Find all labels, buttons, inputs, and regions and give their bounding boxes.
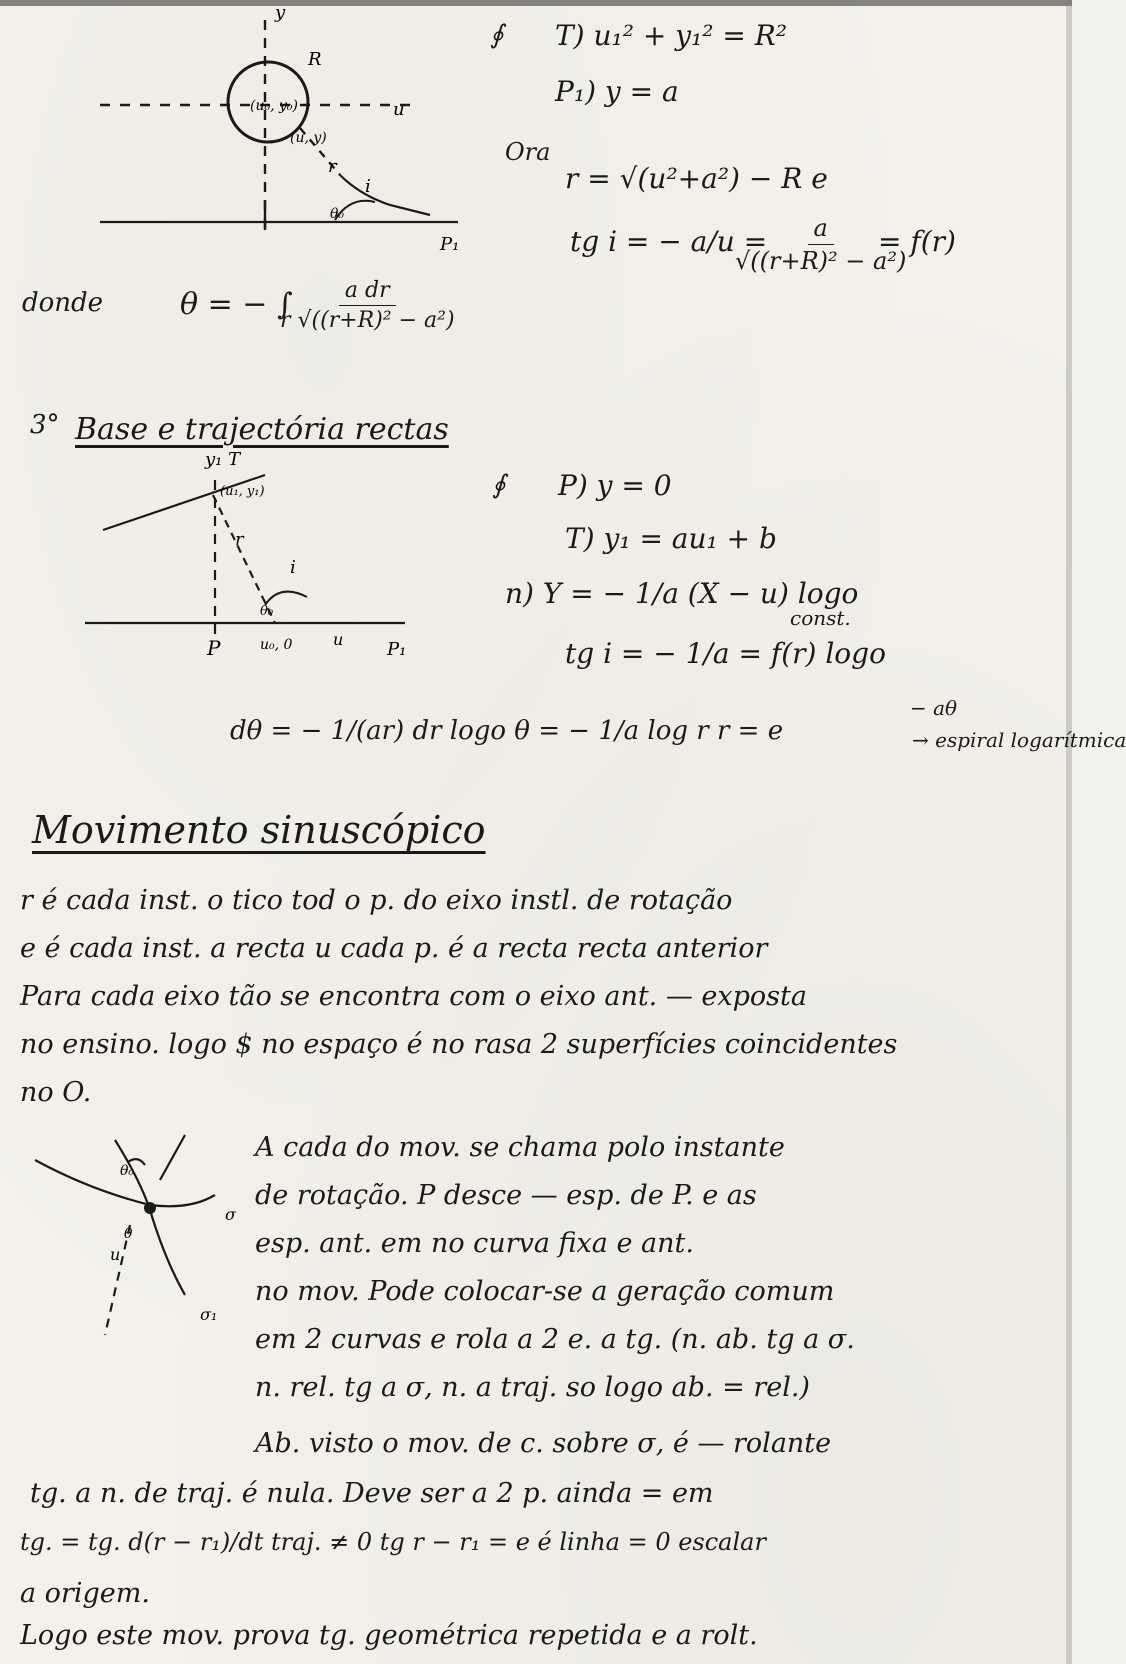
- eq2-line2: T) y₁ = au₁ + b: [565, 522, 777, 555]
- para3-line-3: tg. = tg. d(r − r₁)/dt traj. ≠ 0 tg r − r₁ = e é linha = 0 escalar: [20, 1528, 766, 1556]
- para2-line-4: no mov. Pode colocar-se a geração comum: [255, 1276, 835, 1307]
- eq1-base: P₁) y = a: [555, 75, 679, 108]
- fig1-r-label: r: [328, 156, 337, 177]
- eq1-tg-num: a: [808, 214, 834, 245]
- eq2-line5: dθ = − 1/(ar) dr logo θ = − 1/a log r r = e: [230, 716, 784, 746]
- eq2-spiral-note: → espiral logarítmica: [912, 728, 1126, 752]
- fig2-top-label: y₁ T: [205, 449, 241, 470]
- eq1-ora: Ora: [505, 138, 551, 166]
- fig3-sigma-label: σ: [225, 1205, 236, 1224]
- figure-straight-lines-diagram: [85, 449, 445, 675]
- eq1-marker: ∮: [490, 20, 504, 50]
- eq2-marker: ∮: [492, 470, 506, 500]
- donde-fraction: [280, 278, 455, 333]
- para1-line-4: no ensino. logo $ no espaço é no rasa 2 superfícies coincidentes: [20, 1029, 898, 1060]
- para3-line-5: Logo este mov. prova tg. geométrica repetida e a rolt.: [20, 1620, 758, 1651]
- fig2-i-label: i: [290, 557, 296, 578]
- fig3-theta-label: θ: [124, 1226, 133, 1242]
- para1-line-1: r é cada inst. o tico tod o p. do eixo instl. de rotação: [20, 885, 733, 916]
- eq2-line1: P) y = 0: [558, 469, 672, 502]
- fig2-r-label: r: [235, 529, 244, 550]
- fig2-u-label: u: [333, 630, 344, 649]
- trajectory-curve: [340, 175, 430, 215]
- fig2-theta-label: θ₀: [260, 604, 274, 619]
- fig2-point-label: (u₁, y₁): [220, 484, 265, 499]
- fig3-sigma1-label: σ₁: [200, 1305, 218, 1324]
- fig1-R-label: R: [308, 49, 322, 70]
- donde-num: a dr: [339, 278, 396, 306]
- donde-label: donde: [22, 288, 104, 318]
- figure-rolling-curves-diagram: [20, 1120, 240, 1350]
- para1-line-2: e é cada inst. a recta u cada p. é a recta recta anterior: [20, 933, 768, 964]
- para2-line-6: n. rel. tg a σ, n. a traj. so logo ab. = rel.): [255, 1372, 810, 1403]
- fig1-P1-label: P₁: [440, 234, 460, 255]
- fig1-theta-label: θ₀: [330, 206, 345, 222]
- para3-line-4: a origem.: [20, 1578, 150, 1609]
- para3-line-1: Ab. visto o mov. de c. sobre σ, é — rolante: [255, 1428, 832, 1459]
- eq1-r: r = √(u²+a²) − R e: [565, 162, 828, 195]
- para2-line-3: esp. ant. em no curva fixa e ant.: [255, 1228, 694, 1259]
- scan-edge-top: [0, 0, 1072, 6]
- section3-number: 3°: [30, 410, 60, 440]
- eq2-line4: tg i = − 1/a = f(r) logo: [565, 637, 886, 670]
- fig1-u-label: u: [393, 99, 405, 120]
- eq2-const: const.: [790, 606, 851, 630]
- fig2-bottom-label: u₀, 0: [260, 637, 293, 653]
- eq1-trajectory: T) u₁² + y₁² = R²: [555, 19, 788, 52]
- eq2-exponent: − aθ: [910, 696, 958, 720]
- para2-line-1: A cada do mov. se chama polo instante: [255, 1132, 785, 1163]
- page-heading: Movimento sinuscópico: [32, 808, 486, 852]
- fig1-origin-label: (u₀, y₀): [250, 98, 298, 114]
- donde-den: r √((r+R)² − a²): [280, 308, 455, 333]
- fig1-point-label: (u, y): [290, 130, 327, 146]
- fig1-angle-label: i: [365, 176, 371, 197]
- eq1-tg-right: = f(r): [878, 225, 956, 258]
- fig2-origin-label: P: [207, 636, 221, 660]
- scan-edge-right: [1066, 0, 1072, 1664]
- para3-line-2: tg. a n. de traj. é nula. Deve ser a 2 p. ainda = em: [30, 1478, 714, 1509]
- fig3-angle-label: θ₀: [120, 1163, 135, 1179]
- donde-lhs: θ = − ∫: [180, 287, 293, 322]
- fig2-p1-label: P₁: [387, 639, 407, 660]
- fig1-y-label: y: [275, 2, 286, 23]
- para1-line-5: no O.: [20, 1077, 92, 1108]
- para2-line-2: de rotação. P desce — esp. de P. e as: [255, 1180, 757, 1211]
- para2-line-5: em 2 curvas e rola a 2 e. a tg. (n. ab. tg a σ.: [255, 1324, 855, 1355]
- eq2-line3: n) Y = − 1/a (X − u) logo: [505, 577, 859, 610]
- para1-line-3: Para cada eixo tão se encontra com o eixo ant. — exposta: [20, 981, 807, 1012]
- section3-title: Base e trajectória rectas: [75, 412, 449, 447]
- eq1-tg-left: tg i = − a/u =: [570, 225, 768, 258]
- eq1-tg-den: √((r+R)² − a²): [735, 247, 907, 275]
- fig3-u-label: u: [110, 1245, 121, 1264]
